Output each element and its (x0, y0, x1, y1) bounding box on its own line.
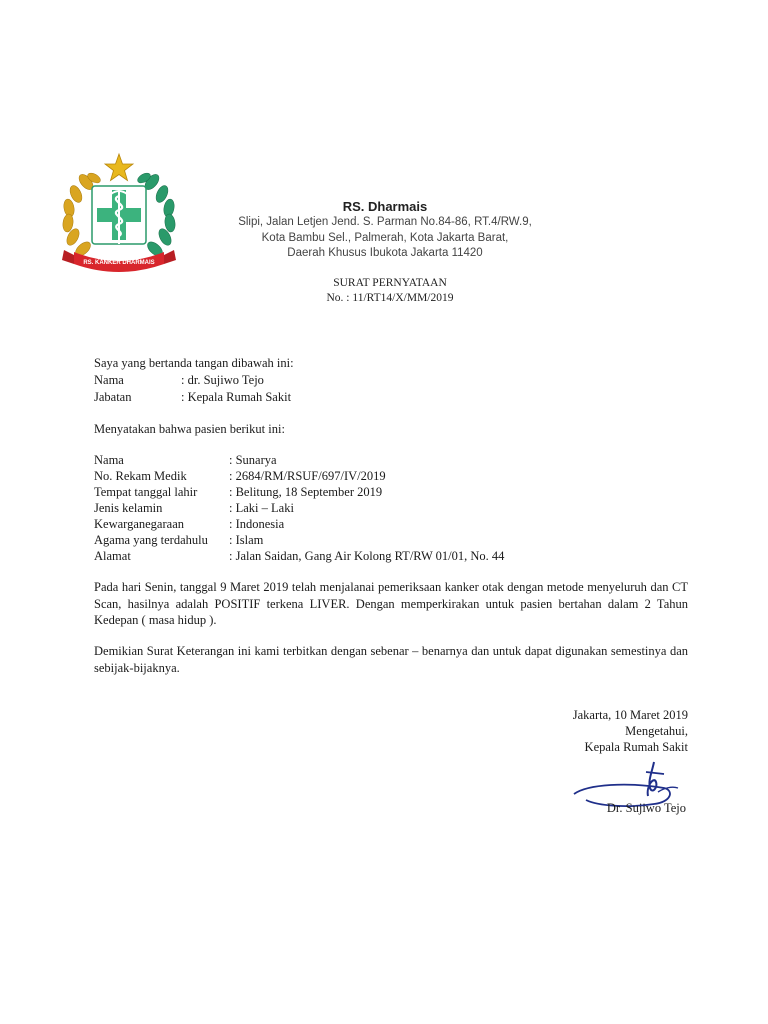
signer-intro: Saya yang bertanda tangan dibawah ini: (94, 356, 294, 370)
patient-value-religion: : Islam (229, 533, 264, 547)
patient-value-record: : 2684/RM/RSUF/697/IV/2019 (229, 469, 386, 483)
patient-label-name: Nama (94, 453, 124, 467)
patient-label-religion: Agama yang terdahulu (94, 533, 208, 547)
patient-label-citizenship: Kewarganegaraan (94, 517, 184, 531)
signer-position: Kepala Rumah Sakit (584, 740, 688, 754)
acknowledged-text: Mengetahui, (625, 724, 688, 738)
patient-label-address: Alamat (94, 549, 131, 563)
statement-intro: Menyatakan bahwa pasien berikut ini: (94, 422, 285, 436)
letter-number: No. : 11/RT14/X/MM/2019 (326, 292, 454, 304)
logo-banner-text: RS. KANKER DHARMAIS (83, 260, 155, 266)
address-line-1: Slipi, Jalan Letjen Jend. S. Parman No.84-86, RT.4/RW.9, (238, 216, 532, 228)
place-date: Jakarta, 10 Maret 2019 (572, 708, 688, 722)
examination-paragraph: Pada hari Senin, tanggal 9 Maret 2019 telah menjalanai pemeriksaan kanker otak dengan metode menyeluruh dan CT Scan, hasilnya adalah POSITIF terkena LIVER. Dengan memperkirakan untuk pasien bertahan dalam 2 Tahun Kedepan ( masa hidup ). (94, 580, 688, 627)
address-line-3: Daerah Khusus Ibukota Jakarta 11420 (287, 247, 483, 259)
patient-value-birth: : Belitung, 18 September 2019 (229, 485, 383, 499)
signer-name-value: : dr. Sujiwo Tejo (181, 373, 264, 387)
hospital-logo-icon (56, 152, 182, 274)
signer-position-value: : Kepala Rumah Sakit (181, 390, 292, 404)
patient-value-name: : Sunarya (229, 453, 277, 467)
patient-value-citizenship: : Indonesia (229, 517, 285, 531)
closing-paragraph: Demikian Surat Keterangan ini kami terbitkan dengan sebenar – benarnya dan untuk dapat digunakan semestinya dan sebijak-bijaknya. (94, 644, 688, 675)
letter-title: SURAT PERNYATAAN (333, 277, 447, 289)
signer-name-label: Nama (94, 373, 124, 387)
patient-value-gender: : Laki – Laki (229, 501, 294, 515)
address-line-2: Kota Bambu Sel., Palmerah, Kota Jakarta Barat, (261, 232, 509, 244)
patient-value-address: : Jalan Saidan, Gang Air Kolong RT/RW 01/01, No. 44 (229, 549, 505, 563)
signer-signature-name: Dr. Sujiwo Tejo (606, 801, 686, 815)
signer-position-label: Jabatan (94, 390, 132, 404)
patient-label-birth: Tempat tanggal lahir (94, 485, 198, 499)
patient-label-record: No. Rekam Medik (94, 469, 187, 483)
patient-label-gender: Jenis kelamin (94, 501, 163, 515)
hospital-name: RS. Dharmais (342, 199, 428, 214)
